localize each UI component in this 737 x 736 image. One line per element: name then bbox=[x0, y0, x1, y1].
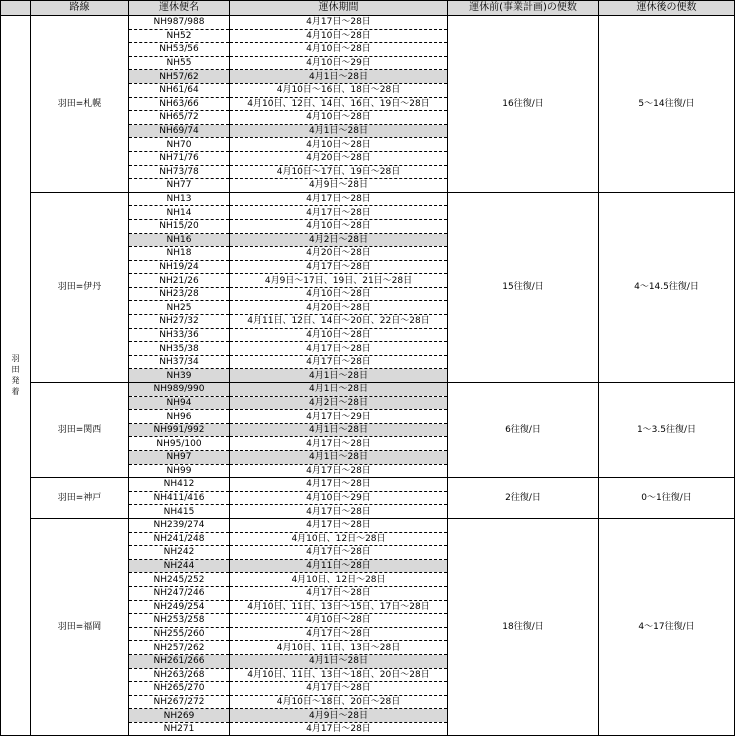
flight-number-cell: NH57/62 bbox=[129, 70, 230, 84]
flight-number-cell: NH14 bbox=[129, 206, 230, 220]
header-row bbox=[1, 1, 735, 16]
flight-number-cell: NH23/28 bbox=[129, 287, 230, 301]
suspension-period-cell: 4月10日～29日 bbox=[230, 491, 448, 505]
flight-number-cell: NH25 bbox=[129, 301, 230, 315]
suspension-period-cell: 4月17日～28日 bbox=[230, 437, 448, 451]
table-row bbox=[1, 192, 735, 206]
suspension-period-cell: 4月1日～28日 bbox=[230, 451, 448, 465]
flight-number-cell: NH244 bbox=[129, 559, 230, 573]
flight-number-cell: NH991/992 bbox=[129, 423, 230, 437]
route-cell: 羽田=関西 bbox=[31, 383, 129, 478]
suspension-period-cell: 4月1日～28日 bbox=[230, 383, 448, 397]
flight-number-cell: NH18 bbox=[129, 247, 230, 261]
suspension-period-cell: 4月10日～28日 bbox=[230, 43, 448, 57]
suspension-period-cell: 4月20日～28日 bbox=[230, 151, 448, 165]
suspension-period-cell: 4月17日～28日 bbox=[230, 206, 448, 220]
flight-number-cell: NH265/270 bbox=[129, 682, 230, 696]
route-cell: 羽田=札幌 bbox=[31, 16, 129, 193]
flight-number-cell: NH13 bbox=[129, 192, 230, 206]
before-count-cell: 2往復/日 bbox=[448, 478, 599, 519]
suspension-period-cell: 4月17日～28日 bbox=[230, 478, 448, 492]
suspension-period-cell: 4月17日～28日 bbox=[230, 586, 448, 600]
suspension-period-cell: 4月17日～28日 bbox=[230, 546, 448, 560]
flight-number-cell: NH989/990 bbox=[129, 383, 230, 397]
table-body bbox=[1, 16, 735, 736]
suspension-period-cell: 4月10日～28日 bbox=[230, 29, 448, 43]
flight-number-cell: NH63/66 bbox=[129, 97, 230, 111]
suspension-period-cell: 4月10日～28日 bbox=[230, 219, 448, 233]
suspension-period-cell: 4月10日～28日 bbox=[230, 614, 448, 628]
suspension-period-cell: 4月10日、12日、14日、16日、19日～28日 bbox=[230, 97, 448, 111]
flight-number-cell: NH16 bbox=[129, 233, 230, 247]
suspension-period-cell: 4月2日～28日 bbox=[230, 233, 448, 247]
flight-number-cell: NH52 bbox=[129, 29, 230, 43]
flight-number-cell: NH15/20 bbox=[129, 219, 230, 233]
flight-number-cell: NH97 bbox=[129, 451, 230, 465]
flight-number-cell: NH21/26 bbox=[129, 274, 230, 288]
suspension-period-cell: 4月10日、11日、13日～18日、20日～28日 bbox=[230, 668, 448, 682]
flight-number-cell: NH412 bbox=[129, 478, 230, 492]
before-count-cell: 15往復/日 bbox=[448, 192, 599, 382]
flight-number-cell: NH241/248 bbox=[129, 532, 230, 546]
flight-number-cell: NH33/36 bbox=[129, 328, 230, 342]
suspension-period-cell: 4月10日～28日 bbox=[230, 138, 448, 152]
flight-number-cell: NH27/32 bbox=[129, 315, 230, 329]
suspension-period-cell: 4月1日～28日 bbox=[230, 124, 448, 138]
suspension-period-cell: 4月10日、11日、13日～15日、17日～28日 bbox=[230, 600, 448, 614]
suspension-period-cell: 4月10日～28日 bbox=[230, 328, 448, 342]
table-row bbox=[1, 518, 735, 532]
flight-number-cell: NH55 bbox=[129, 56, 230, 70]
suspension-period-cell: 4月1日～28日 bbox=[230, 423, 448, 437]
suspension-period-cell: 4月2日～28日 bbox=[230, 396, 448, 410]
table-row bbox=[1, 383, 735, 397]
suspension-period-cell: 4月10日～16日、18日～28日 bbox=[230, 83, 448, 97]
flight-number-cell: NH96 bbox=[129, 410, 230, 424]
flight-number-cell: NH53/56 bbox=[129, 43, 230, 57]
flight-number-cell: NH95/100 bbox=[129, 437, 230, 451]
route-cell: 羽田=福岡 bbox=[31, 518, 129, 736]
flight-number-cell: NH69/74 bbox=[129, 124, 230, 138]
after-count-cell: 0～1往復/日 bbox=[599, 478, 735, 519]
flight-number-cell: NH271 bbox=[129, 722, 230, 736]
flight-number-cell: NH261/266 bbox=[129, 654, 230, 668]
before-count-cell: 6往復/日 bbox=[448, 383, 599, 478]
suspension-period-cell: 4月17日～28日 bbox=[230, 260, 448, 274]
suspension-period-cell: 4月17日～29日 bbox=[230, 410, 448, 424]
route-cell: 羽田=伊丹 bbox=[31, 192, 129, 382]
header-flight: 運休便名 bbox=[129, 1, 230, 16]
flight-number-cell: NH19/24 bbox=[129, 260, 230, 274]
flight-number-cell: NH35/38 bbox=[129, 342, 230, 356]
after-count-cell: 4～17往復/日 bbox=[599, 518, 735, 736]
suspension-period-cell: 4月10日～28日 bbox=[230, 111, 448, 125]
suspension-period-cell: 4月20日～28日 bbox=[230, 247, 448, 261]
flight-number-cell: NH73/78 bbox=[129, 165, 230, 179]
suspension-period-cell: 4月9日～28日 bbox=[230, 709, 448, 723]
flight-number-cell: NH269 bbox=[129, 709, 230, 723]
flight-number-cell: NH65/72 bbox=[129, 111, 230, 125]
after-count-cell: 1～3.5往復/日 bbox=[599, 383, 735, 478]
flight-number-cell: NH239/274 bbox=[129, 518, 230, 532]
origin-label: 羽田発着 bbox=[11, 354, 20, 397]
suspension-period-cell: 4月1日～28日 bbox=[230, 654, 448, 668]
flight-number-cell: NH77 bbox=[129, 179, 230, 193]
flight-number-cell: NH242 bbox=[129, 546, 230, 560]
suspension-period-cell: 4月10日～18日、20日～28日 bbox=[230, 695, 448, 709]
origin-cell bbox=[1, 16, 31, 736]
after-count-cell: 5～14往復/日 bbox=[599, 16, 735, 193]
suspension-period-cell: 4月17日～28日 bbox=[230, 16, 448, 30]
header-route: 路線 bbox=[31, 1, 129, 16]
flight-number-cell: NH94 bbox=[129, 396, 230, 410]
suspension-period-cell: 4月10日～29日 bbox=[230, 56, 448, 70]
suspension-period-cell: 4月17日～28日 bbox=[230, 722, 448, 736]
suspension-period-cell: 4月17日～28日 bbox=[230, 464, 448, 478]
flight-number-cell: NH245/252 bbox=[129, 573, 230, 587]
flight-number-cell: NH987/988 bbox=[129, 16, 230, 30]
header-after: 運休後の便数 bbox=[599, 1, 735, 16]
suspension-period-cell: 4月10日、11日、13日～28日 bbox=[230, 641, 448, 655]
suspension-period-cell: 4月10日～17日、19日～28日 bbox=[230, 165, 448, 179]
suspension-period-cell: 4月11日、12日、14日～20日、22日～28日 bbox=[230, 315, 448, 329]
table-row bbox=[1, 478, 735, 492]
header-origin bbox=[1, 1, 31, 16]
before-count-cell: 16往復/日 bbox=[448, 16, 599, 193]
suspension-period-cell: 4月17日～28日 bbox=[230, 627, 448, 641]
flight-number-cell: NH263/268 bbox=[129, 668, 230, 682]
after-count-cell: 4～14.5往復/日 bbox=[599, 192, 735, 382]
suspension-period-cell: 4月10日、12日～28日 bbox=[230, 573, 448, 587]
flight-number-cell: NH253/258 bbox=[129, 614, 230, 628]
suspension-period-cell: 4月1日～28日 bbox=[230, 369, 448, 383]
flight-number-cell: NH39 bbox=[129, 369, 230, 383]
suspension-period-cell: 4月17日～28日 bbox=[230, 192, 448, 206]
header-before: 運休前(事業計画)の便数 bbox=[448, 1, 599, 16]
flight-number-cell: NH411/416 bbox=[129, 491, 230, 505]
flight-number-cell: NH61/64 bbox=[129, 83, 230, 97]
suspension-period-cell: 4月17日～28日 bbox=[230, 342, 448, 356]
suspension-period-cell: 4月10日、12日～28日 bbox=[230, 532, 448, 546]
flight-number-cell: NH99 bbox=[129, 464, 230, 478]
flight-number-cell: NH70 bbox=[129, 138, 230, 152]
suspension-period-cell: 4月17日～28日 bbox=[230, 355, 448, 369]
flight-number-cell: NH37/34 bbox=[129, 355, 230, 369]
suspension-period-cell: 4月20日～28日 bbox=[230, 301, 448, 315]
suspension-period-cell: 4月1日～28日 bbox=[230, 70, 448, 84]
route-cell: 羽田=神戸 bbox=[31, 478, 129, 519]
flight-number-cell: NH257/262 bbox=[129, 641, 230, 655]
flight-number-cell: NH71/76 bbox=[129, 151, 230, 165]
suspension-period-cell: 4月17日～28日 bbox=[230, 682, 448, 696]
suspension-period-cell: 4月9日～17日、19日、21日～28日 bbox=[230, 274, 448, 288]
flight-number-cell: NH247/246 bbox=[129, 586, 230, 600]
suspension-period-cell: 4月9日～28日 bbox=[230, 179, 448, 193]
flight-number-cell: NH255/260 bbox=[129, 627, 230, 641]
flight-number-cell: NH249/254 bbox=[129, 600, 230, 614]
table-row bbox=[1, 16, 735, 30]
flight-number-cell: NH415 bbox=[129, 505, 230, 519]
before-count-cell: 18往復/日 bbox=[448, 518, 599, 736]
suspension-period-cell: 4月11日～28日 bbox=[230, 559, 448, 573]
header-period: 運休期間 bbox=[230, 1, 448, 16]
suspension-period-cell: 4月10日～28日 bbox=[230, 287, 448, 301]
suspension-period-cell: 4月17日～28日 bbox=[230, 505, 448, 519]
suspension-period-cell: 4月17日～28日 bbox=[230, 518, 448, 532]
flight-number-cell: NH267/272 bbox=[129, 695, 230, 709]
